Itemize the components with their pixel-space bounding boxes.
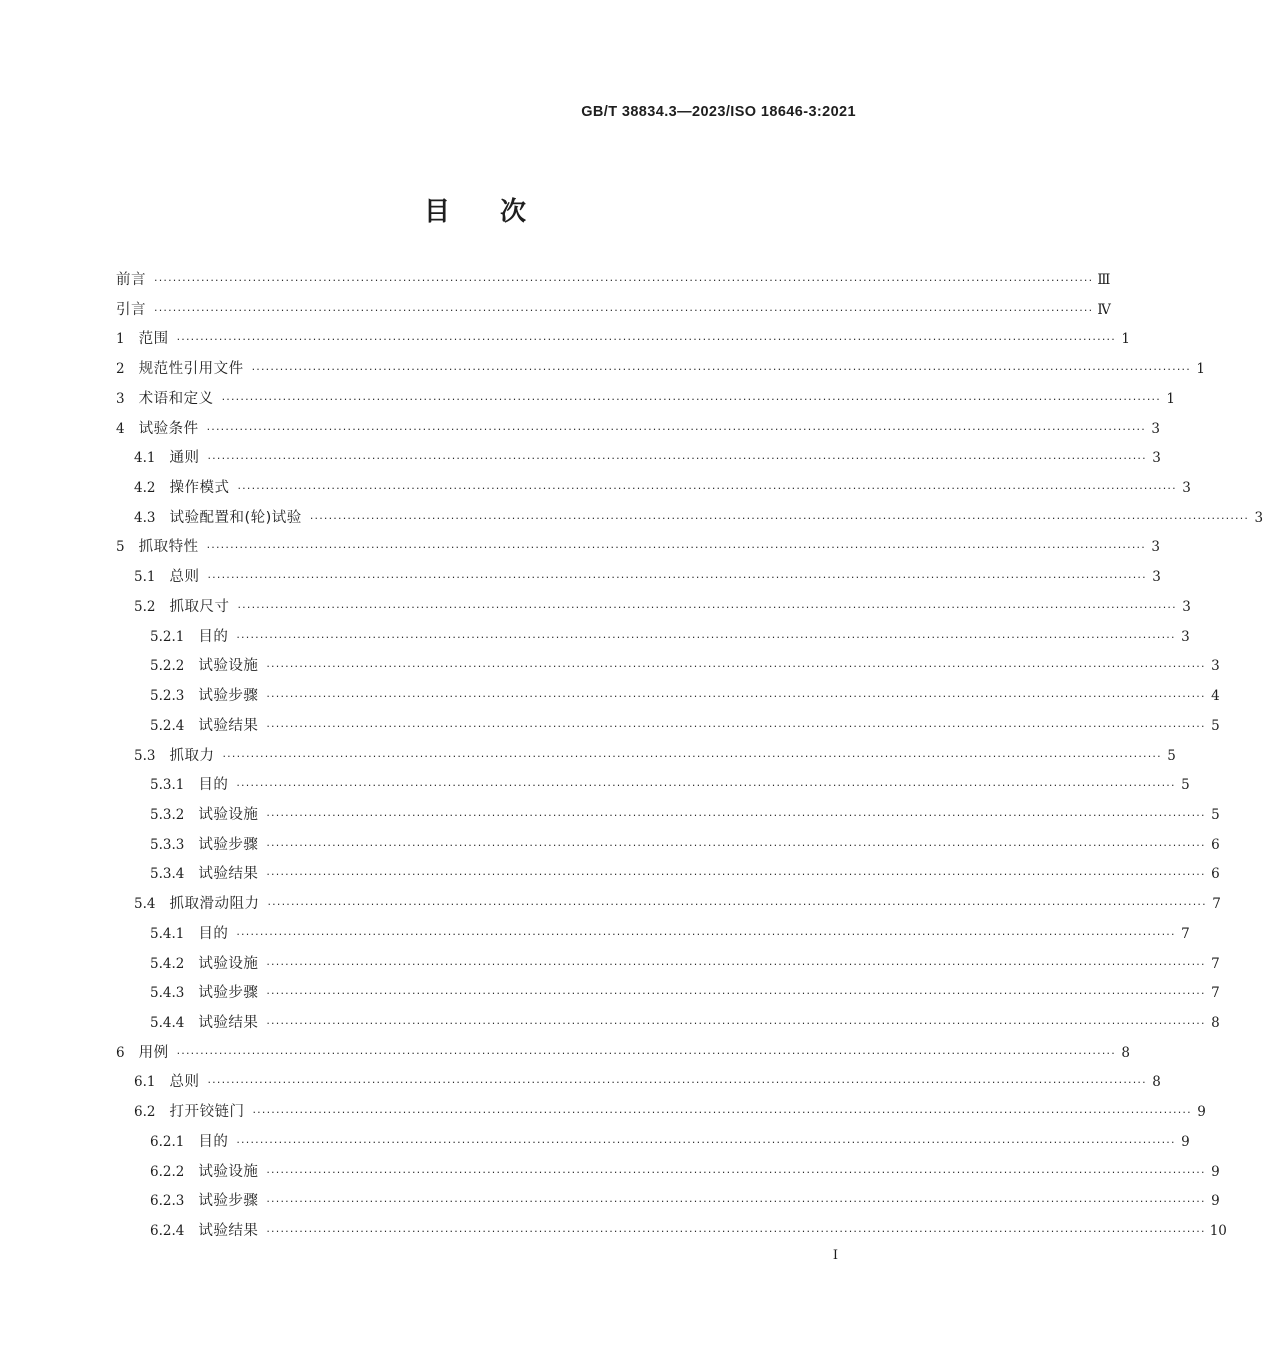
toc-entry[interactable]: [116, 773, 1190, 803]
toc-entry-number: 6.2: [134, 1104, 156, 1121]
toc-entry-number: 5.2: [134, 598, 156, 615]
dot-leader: ········································································································································································································: [236, 779, 1176, 793]
toc-entry-number: 4.1: [134, 450, 156, 467]
toc-entry-page: 8: [1152, 1074, 1161, 1091]
toc-entry-label: 目的: [198, 925, 229, 942]
toc-entry[interactable]: [116, 803, 1220, 833]
toc-entry[interactable]: [116, 387, 1175, 417]
toc-entry-page: 5: [1181, 777, 1190, 794]
dot-leader: ········································································································································································································: [222, 749, 1162, 763]
toc-entry-page: 9: [1181, 1133, 1190, 1150]
toc-entry[interactable]: [116, 298, 1111, 328]
toc-entry-page: 5: [1211, 717, 1220, 734]
toc-entry-page: 3: [1182, 598, 1191, 615]
toc-entry-page: 5: [1211, 806, 1220, 823]
toc-entry-page: 10: [1209, 1223, 1227, 1239]
dot-leader: ········································································································································································································: [237, 600, 1177, 614]
dot-leader: ········································································································································································································: [266, 1225, 1206, 1238]
toc-entry-label: 术语和定义: [138, 390, 214, 407]
dot-leader: ········································································································································································································: [266, 868, 1206, 882]
toc-entry[interactable]: [116, 1011, 1220, 1041]
toc-entry-label: 抓取特性: [138, 539, 199, 556]
toc-entry-page: 9: [1211, 1163, 1220, 1180]
toc-entry[interactable]: [116, 952, 1220, 982]
dot-leader: ········································································································································································································: [267, 898, 1207, 912]
toc-entry-number: 5.3: [134, 747, 156, 764]
page-folio: I: [832, 1248, 838, 1263]
toc-entry[interactable]: [116, 565, 1161, 595]
toc-entry-label: 总则: [169, 569, 200, 586]
toc-title-char-2: 次: [500, 197, 527, 227]
table-of-contents: [116, 268, 1263, 1249]
toc-entry-label: 试验设施: [198, 1163, 259, 1180]
toc-entry-number: 6.1: [134, 1074, 156, 1091]
toc-entry-page: 3: [1151, 420, 1160, 437]
toc-title-char-1: 目: [423, 197, 450, 227]
dot-leader: ········································································································································································································: [236, 927, 1176, 941]
dot-leader: ········································································································································································································: [221, 392, 1161, 406]
toc-entry[interactable]: [116, 1100, 1206, 1130]
dot-leader: ········································································································································································································: [266, 808, 1206, 822]
dot-leader: ········································································································································································································: [236, 1135, 1176, 1149]
toc-entry[interactable]: [116, 654, 1220, 684]
toc-entry[interactable]: [116, 535, 1160, 565]
dot-leader: ········································································································································································································: [154, 303, 1094, 317]
toc-entry[interactable]: [116, 506, 1263, 536]
toc-entry[interactable]: [116, 1130, 1190, 1160]
toc-entry-number: 5.3.4: [150, 866, 185, 883]
toc-entry-label: 试验配置和(轮)试验: [169, 509, 302, 526]
toc-entry[interactable]: [116, 595, 1191, 625]
toc-entry-label: 试验步骤: [198, 1193, 259, 1210]
toc-entry-label: 范围: [138, 331, 169, 348]
toc-entry-page: 6: [1211, 836, 1220, 853]
toc-entry-number: 5: [116, 539, 125, 556]
dot-leader: ········································································································································································································: [266, 690, 1206, 704]
toc-entry-page: 9: [1197, 1104, 1206, 1121]
toc-entry[interactable]: [116, 476, 1191, 506]
toc-entry-number: 6.2.3: [150, 1193, 185, 1210]
toc-entry-page: 7: [1212, 896, 1221, 913]
toc-entry[interactable]: [116, 268, 1111, 298]
toc-entry[interactable]: [116, 1160, 1220, 1190]
dot-leader: ········································································································································································································: [207, 452, 1147, 466]
toc-entry-label: 目的: [198, 777, 229, 794]
toc-entry-label: 试验结果: [198, 717, 259, 734]
toc-entry-label: 前言: [116, 272, 146, 288]
toc-entry-number: 2: [116, 361, 125, 378]
dot-leader: ········································································································································································································: [176, 333, 1116, 347]
dot-leader: ········································································································································································································: [206, 541, 1146, 555]
toc-entry-number: 6.2.1: [150, 1133, 185, 1150]
toc-entry-page: 3: [1211, 658, 1220, 675]
toc-entry-label: 通则: [169, 450, 200, 467]
toc-entry[interactable]: [116, 892, 1221, 922]
toc-entry-page: 3: [1254, 509, 1263, 526]
toc-entry-number: 5.2.4: [150, 717, 185, 734]
toc-entry-number: 5.3.3: [150, 836, 185, 853]
toc-entry-page: 4: [1211, 688, 1220, 705]
toc-entry-number: 4: [116, 420, 125, 437]
toc-entry-label: 打开铰链门: [169, 1104, 245, 1121]
toc-entry-page: 3: [1182, 480, 1191, 497]
toc-entry[interactable]: [116, 327, 1130, 357]
toc-entry-page: 5: [1167, 747, 1176, 764]
toc-entry-number: 3: [116, 390, 125, 407]
toc-entry-label: 试验设施: [198, 955, 259, 972]
toc-entry-page: 8: [1211, 1014, 1220, 1031]
dot-leader: ········································································································································································································: [266, 838, 1206, 852]
toc-entry-page: 3: [1152, 569, 1161, 586]
dot-leader: ········································································································································································································: [266, 660, 1206, 674]
toc-entry[interactable]: [116, 744, 1176, 774]
toc-entry[interactable]: [116, 1189, 1220, 1219]
toc-entry[interactable]: [116, 1041, 1130, 1071]
toc-entry-number: 6: [116, 1044, 125, 1061]
toc-entry-page: Ⅳ: [1097, 301, 1111, 318]
toc-entry-label: 用例: [138, 1044, 169, 1061]
toc-entry[interactable]: [116, 684, 1220, 714]
toc-entry-label: 试验设施: [198, 806, 259, 823]
toc-entry-number: 5.4.3: [150, 985, 185, 1002]
toc-entry-number: 5.4.2: [150, 955, 185, 972]
toc-entry-number: 5.4: [134, 896, 156, 913]
toc-entry-label: 引言: [116, 301, 146, 318]
dot-leader: ········································································································································································································: [266, 987, 1206, 1001]
toc-entry-label: 规范性引用文件: [138, 361, 244, 378]
toc-entry-label: 试验条件: [138, 420, 199, 437]
toc-entry-page: 8: [1121, 1044, 1130, 1061]
toc-entry-number: 5.4.1: [150, 925, 185, 942]
toc-entry-label: 试验结果: [198, 866, 259, 883]
toc-entry[interactable]: [116, 1070, 1161, 1100]
toc-entry-page: 6: [1211, 866, 1220, 883]
toc-entry-number: 5.3.2: [150, 806, 185, 823]
dot-leader: ········································································································································································································: [207, 571, 1147, 585]
dot-leader: ········································································································································································································: [176, 1046, 1116, 1060]
toc-entry-number: 5.2.3: [150, 688, 185, 705]
toc-entry-page: 1: [1196, 361, 1205, 378]
dot-leader: ········································································································································································································: [266, 1016, 1206, 1030]
dot-leader: ········································································································································································································: [266, 957, 1206, 971]
toc-entry-label: 抓取力: [169, 747, 215, 764]
dot-leader: ········································································································································································································: [309, 511, 1250, 525]
toc-entry-page: 7: [1211, 985, 1220, 1002]
toc-entry-page: 3: [1181, 628, 1190, 645]
toc-entry-label: 试验步骤: [198, 985, 259, 1002]
toc-entry[interactable]: [116, 862, 1220, 892]
toc-entry-label: 抓取尺寸: [169, 598, 230, 615]
toc-entry-number: 6.2.4: [150, 1223, 185, 1239]
toc-entry-number: 5.4.4: [150, 1014, 185, 1031]
toc-entry[interactable]: [116, 446, 1161, 476]
toc-entry[interactable]: [116, 417, 1160, 447]
dot-leader: ········································································································································································································: [266, 1195, 1206, 1209]
toc-entry[interactable]: [116, 922, 1190, 952]
toc-entry-number: 1: [116, 331, 125, 348]
toc-entry-label: 操作模式: [169, 480, 230, 497]
toc-entry-number: 5.3.1: [150, 777, 185, 794]
toc-entry-number: 5.2.1: [150, 628, 185, 645]
dot-leader: ········································································································································································································: [266, 719, 1206, 733]
toc-entry-label: 目的: [198, 628, 229, 645]
toc-entry-page: 1: [1121, 331, 1130, 348]
toc-entry-number: 5.1: [134, 569, 156, 586]
toc-entry[interactable]: [116, 625, 1190, 655]
dot-leader: ········································································································································································································: [206, 422, 1146, 436]
toc-entry-page: 3: [1151, 539, 1160, 556]
toc-entry-page: 7: [1211, 955, 1220, 972]
dot-leader: ········································································································································································································: [266, 1165, 1206, 1179]
toc-entry[interactable]: [116, 714, 1220, 744]
dot-leader: ········································································································································································································: [154, 274, 1094, 287]
toc-entry-page: 3: [1152, 450, 1161, 467]
toc-entry-number: 4.3: [134, 509, 156, 526]
toc-entry-page: 7: [1181, 925, 1190, 942]
dot-leader: ········································································································································································································: [252, 1106, 1192, 1120]
dot-leader: ········································································································································································································: [236, 630, 1176, 644]
standard-number-header: GB/T 38834.3—2023/ISO 18646-3:2021: [581, 104, 856, 120]
toc-entry[interactable]: [116, 833, 1220, 863]
toc-entry-label: 目的: [198, 1133, 229, 1150]
toc-entry-label: 试验步骤: [198, 836, 259, 853]
dot-leader: ········································································································································································································: [251, 363, 1191, 377]
toc-entry-page: 1: [1166, 390, 1175, 407]
toc-entry[interactable]: [116, 1219, 1227, 1249]
toc-entry-label: 抓取滑动阻力: [169, 896, 260, 913]
dot-leader: ········································································································································································································: [207, 1076, 1147, 1090]
toc-entry-number: 6.2.2: [150, 1163, 185, 1180]
toc-entry[interactable]: [116, 981, 1220, 1011]
toc-entry-label: 总则: [169, 1074, 200, 1091]
toc-entry-page: Ⅲ: [1097, 272, 1111, 288]
toc-entry-label: 试验结果: [198, 1223, 259, 1239]
toc-entry-number: 5.2.2: [150, 658, 185, 675]
toc-entry[interactable]: [116, 357, 1205, 387]
toc-entry-number: 4.2: [134, 480, 156, 497]
dot-leader: ········································································································································································································: [237, 482, 1177, 496]
toc-entry-label: 试验步骤: [198, 688, 259, 705]
toc-entry-label: 试验结果: [198, 1014, 259, 1031]
toc-entry-label: 试验设施: [198, 658, 259, 675]
toc-title: [0, 191, 950, 228]
toc-entry-page: 9: [1211, 1193, 1220, 1210]
